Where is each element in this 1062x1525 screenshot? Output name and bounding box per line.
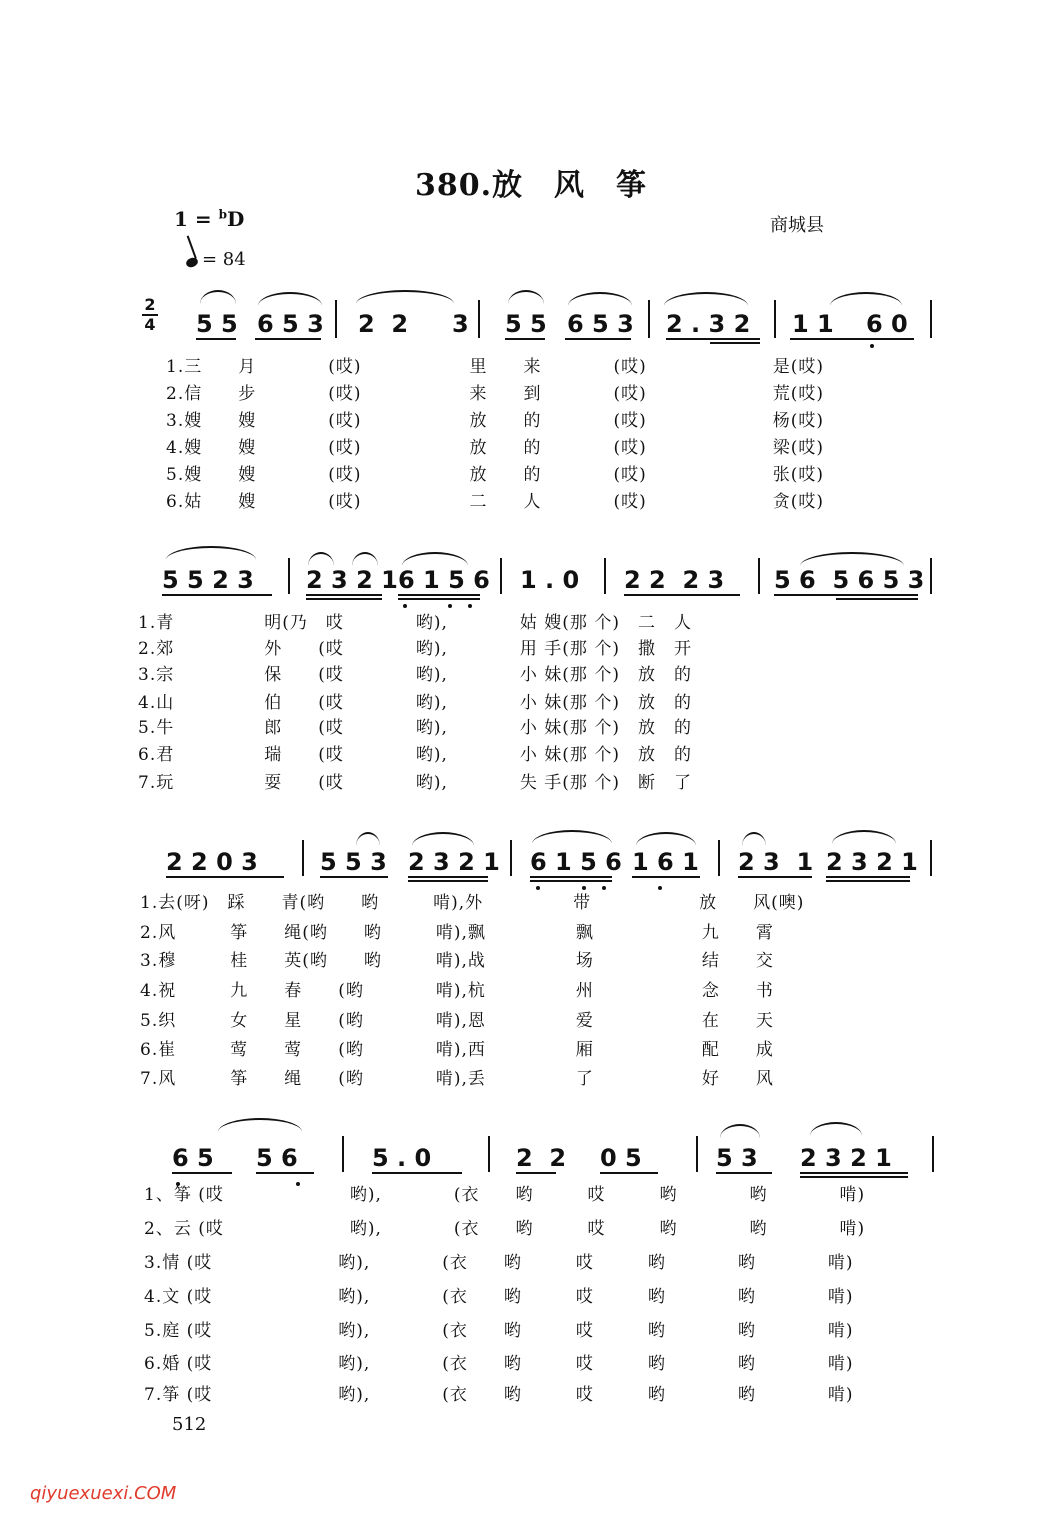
note-group: 2 3 2 1	[800, 1144, 892, 1172]
beam	[408, 880, 488, 882]
note-group: 5 5 2 3	[162, 566, 254, 594]
lyric-line: 7.筝 (哎 哟), (衣 哟 哎 哟 哟 啃)	[144, 1385, 854, 1405]
note-group: 2 2 2 3	[624, 566, 725, 594]
beam	[826, 880, 910, 882]
note-group: 5 5 3	[320, 848, 387, 876]
slur	[636, 832, 696, 846]
lyric-line: 7.风 筝 绳 (哟 啃),丢 了 好 风	[140, 1069, 774, 1089]
note-group: 2 3 2 1	[408, 848, 500, 876]
note-group: 0 5	[600, 1144, 642, 1172]
lyric-line: 3.情 (哎 哟), (衣 哟 哎 哟 哟 啃)	[144, 1253, 854, 1273]
beam	[530, 880, 612, 882]
note-group: 2 3 1	[738, 848, 814, 876]
bar-line	[500, 558, 502, 594]
lyric-line: 1.三 月 (哎) 里 来 (哎) 是(哎)	[166, 357, 825, 377]
beam	[505, 338, 545, 340]
time-signature-top: 2	[144, 295, 156, 314]
note-group: 6 5	[172, 1144, 214, 1172]
beam	[320, 876, 388, 878]
beam	[398, 598, 480, 600]
bar-line	[696, 1136, 698, 1172]
time-signature-bottom: 4	[144, 315, 156, 334]
beam	[530, 876, 612, 878]
watermark: qiyuexuexi.COM	[30, 1483, 177, 1504]
beam	[774, 594, 918, 596]
bar-line	[718, 840, 720, 876]
note-group: 1 1	[792, 310, 834, 338]
note-group: 6 0	[866, 310, 908, 338]
beam	[255, 338, 321, 340]
slur	[664, 292, 748, 306]
bar-line	[774, 300, 776, 338]
bar-line	[488, 1136, 490, 1172]
beam	[624, 594, 740, 596]
low-octave-dot	[870, 344, 874, 348]
note-group: 6 1 5 6	[398, 566, 490, 594]
note-group: 5 6	[256, 1144, 298, 1172]
lyric-line: 2、云 (哎 哟), (衣 哟 哎 哟 哟 啃)	[144, 1219, 866, 1239]
slur	[412, 832, 474, 846]
slur	[800, 552, 904, 566]
beam	[836, 598, 918, 600]
bar-line	[932, 1136, 934, 1172]
beam	[800, 1176, 908, 1178]
lyric-line: 6.婚 (哎 哟), (衣 哟 哎 哟 哟 啃)	[144, 1354, 854, 1374]
slur	[356, 290, 454, 304]
slur	[568, 292, 632, 306]
lyric-line: 6.崔 莺 莺 (哟 啃),西 厢 配 成	[140, 1040, 774, 1060]
bar-line	[758, 558, 760, 594]
beam	[372, 1172, 462, 1174]
note-group: 3	[452, 310, 469, 338]
note-group: 5 5	[505, 310, 547, 338]
beam	[306, 598, 382, 600]
slur	[810, 1122, 862, 1136]
note-group: 2 2	[358, 310, 409, 338]
lyric-line: 4.祝 九 春 (哟 啃),杭 州 念 书	[140, 981, 774, 1001]
lyric-line: 2.风 筝 绳(哟 哟 啃),飘 飘 九 霄	[140, 923, 774, 943]
lyric-line: 1.青 明(乃 哎 哟), 姑 嫂(那 个) 二 人	[138, 613, 692, 633]
lyric-line: 6.君 瑞 (哎 哟), 小 妹(那 个) 放 的	[138, 745, 692, 765]
beam	[632, 876, 700, 878]
tempo-value: = 84	[202, 249, 246, 270]
lyric-line: 2.信 步 (哎) 来 到 (哎) 荒(哎)	[166, 384, 825, 404]
beam	[172, 1172, 232, 1174]
beam	[716, 1172, 772, 1174]
bar-line	[510, 840, 512, 876]
slur	[258, 292, 322, 306]
slur	[832, 830, 896, 844]
page-title: 380.放 风 筝	[414, 168, 648, 203]
slur	[508, 290, 544, 304]
beam	[738, 876, 812, 878]
lyric-line: 5.嫂 嫂 (哎) 放 的 (哎) 张(哎)	[166, 465, 825, 485]
bar-line	[930, 840, 932, 876]
lyric-line: 3.宗 保 (哎 哟), 小 妹(那 个) 放 的	[138, 665, 692, 685]
bar-line	[604, 558, 606, 594]
beam	[800, 1172, 908, 1174]
note-group: 2 . 3 2	[666, 310, 751, 338]
note-group: 5 5	[196, 310, 238, 338]
beam	[398, 594, 480, 596]
lyric-line: 3.嫂 嫂 (哎) 放 的 (哎) 杨(哎)	[166, 411, 825, 431]
lyric-line: 5.织 女 星 (哟 啃),恩 爱 在 天	[140, 1011, 774, 1031]
slur	[720, 1124, 760, 1138]
time-signature	[142, 296, 158, 334]
lyric-line: 1.去(呀) 踩 青(哟 哟 啃),外 带 放 风(噢)	[140, 893, 805, 913]
slur	[218, 1118, 302, 1132]
lyric-line: 2.郊 外 (哎 哟), 用 手(那 个) 撒 开	[138, 639, 692, 659]
note-group: 2 3 2 1	[306, 566, 398, 594]
lyric-line: 1、筝 (哎 哟), (衣 哟 哎 哟 哟 啃)	[144, 1185, 866, 1205]
bar-line	[335, 300, 337, 338]
bar-line	[302, 840, 304, 876]
beam	[565, 338, 631, 340]
note-group: 6 5 3	[567, 310, 634, 338]
note-group: 1 6 1	[632, 848, 699, 876]
bar-line	[478, 300, 480, 338]
note-group: 2 2	[516, 1144, 567, 1172]
note-group: 2 3 2 1	[826, 848, 918, 876]
lyric-line: 3.穆 桂 英(哟 哟 啃),战 场 结 交	[140, 951, 774, 971]
bar-line	[648, 300, 650, 338]
lyric-line: 4.文 (哎 哟), (衣 哟 哎 哟 哟 啃)	[144, 1287, 854, 1307]
quarter-note-icon	[185, 256, 199, 269]
lyric-line: 6.姑 嫂 (哎) 二 人 (哎) 贪(哎)	[166, 492, 825, 512]
region-label: 商城县	[770, 215, 824, 236]
note-group: 5 6 5 6 5 3	[774, 566, 925, 594]
beam	[166, 876, 284, 878]
slur	[308, 552, 334, 566]
lyric-line: 5.牛 郎 (哎 哟), 小 妹(那 个) 放 的	[138, 718, 692, 738]
beam	[666, 338, 760, 340]
key-label: 1 =	[174, 207, 219, 231]
lyric-line: 4.嫂 嫂 (哎) 放 的 (哎) 梁(哎)	[166, 438, 825, 458]
slur	[356, 832, 380, 846]
beam	[790, 338, 914, 340]
slur	[830, 292, 902, 306]
beam	[196, 338, 236, 340]
bar-line	[288, 558, 290, 594]
slur	[742, 832, 766, 846]
bar-line	[342, 1136, 344, 1172]
beam	[826, 876, 910, 878]
note-group: 5 3	[716, 1144, 758, 1172]
note-group: 1 . 0	[520, 566, 580, 594]
note-group: 5 . 0	[372, 1144, 432, 1172]
lyric-line: 5.庭 (哎 哟), (衣 哟 哎 哟 哟 啃)	[144, 1321, 854, 1341]
tempo-marking	[186, 249, 246, 270]
slur	[166, 546, 256, 560]
slur	[352, 552, 378, 566]
key-note: D	[227, 207, 245, 231]
beam	[306, 594, 382, 596]
lyric-line: 7.玩 耍 (哎 哟), 失 手(那 个) 断 了	[138, 773, 692, 793]
note-group: 2 2 0 3	[166, 848, 258, 876]
page-number: 512	[172, 1414, 207, 1435]
key-signature	[174, 207, 244, 231]
flat-sign: b	[218, 207, 227, 222]
slur	[200, 290, 236, 304]
lyric-line: 4.山 伯 (哎 哟), 小 妹(那 个) 放 的	[138, 693, 692, 713]
beam	[408, 876, 488, 878]
note-group: 6 5 3	[257, 310, 324, 338]
bar-line	[930, 558, 932, 594]
beam	[162, 594, 272, 596]
bar-line	[930, 300, 932, 338]
beam	[710, 342, 760, 344]
beam	[600, 1172, 658, 1174]
note-group: 6 1 5 6	[530, 848, 622, 876]
beam	[516, 1172, 556, 1174]
slur	[532, 830, 612, 844]
beam	[256, 1172, 314, 1174]
slur	[402, 552, 468, 566]
